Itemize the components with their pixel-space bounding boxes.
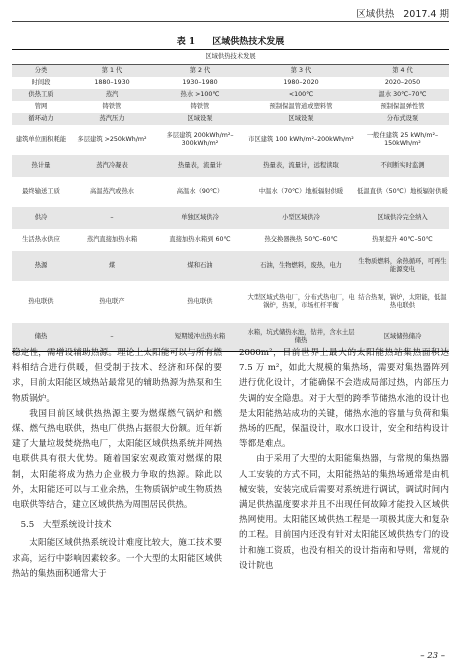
table-cell: 多层建筑 200kWh/m²–300kWh/m² <box>166 132 234 147</box>
table-cell: 建筑单位面积耗能 <box>15 136 67 144</box>
table-cell: 热电联供 <box>28 298 54 306</box>
table-cell: 区域设泵 <box>246 113 356 125</box>
table-cell: 2020–2050 <box>384 79 421 87</box>
table-cell: 中温水（70℃）地板辐射供暖 <box>258 188 344 196</box>
table-cell: 高温水（90℃） <box>176 188 224 196</box>
table-cell: 热计量 <box>12 155 70 177</box>
table-row <box>12 229 449 251</box>
table-cell: 供热工质 <box>12 89 70 101</box>
table-cell: 蒸汽压力 <box>70 113 154 125</box>
table-title <box>0 34 461 47</box>
left-column <box>12 346 222 582</box>
table-title-text: 区域供热技术发展 <box>212 37 285 47</box>
table-row <box>12 89 449 101</box>
table-cell: 分布式设泵 <box>356 113 449 125</box>
body-paragraph: 由于采用了大型的太阳能集热器，与常规的集热器人工安装的方式不同，太阳能热站的集热场通常是由机械安装，安装完成后需要对系统进行调试，调试时间内满足供热温度要求并且不出现任何故障才能投入区域供热网使用。太阳能区域供热工程是一项极其庞大和复杂的工程。目前国内还没有针对太阳能区域供热专门的设计和施工资质，也没有相关的设计指南和导则，常规的设计院也 <box>239 454 449 571</box>
table-caption: 区域供热技术发展 <box>12 50 449 65</box>
table-cell: 蒸汽直接加热水箱 <box>86 236 138 244</box>
table-cell: 石油，生物燃料，废热，电力 <box>246 251 356 281</box>
table-cell: 低温直供（50℃）地板辐射供暖 <box>357 188 448 196</box>
table-cell: 结合热泵，锅炉，太阳能，低温热电联供 <box>358 294 447 309</box>
table-row <box>12 101 449 113</box>
table-cell: 不间断实时监测 <box>356 155 449 177</box>
table-cell: 煤 <box>70 251 154 281</box>
table-cell: 生活热水供应 <box>22 236 60 244</box>
table-cell: – <box>70 207 154 229</box>
table-cell: 供冷 <box>12 207 70 229</box>
table-cell: 区域设泵 <box>154 113 246 125</box>
table-cell: 大型区域式热电厂，分布式热电厂，电锅炉，热泵，市场杠杆平衡 <box>247 294 355 309</box>
table-cell: 蒸汽 <box>70 89 154 101</box>
right-column <box>239 346 449 574</box>
table-cell: 时间段 <box>31 79 51 87</box>
table-row <box>12 113 449 125</box>
section-heading: 5.5 大型系统设计技术 <box>20 520 112 531</box>
table-cell: 蒸汽冷凝表 <box>70 155 154 177</box>
table-cell: 多层建筑 >250kWh/m² <box>77 136 147 144</box>
table-header-cell: 第 1 代 <box>70 65 154 78</box>
table-cell: 最终输送工质 <box>22 188 60 196</box>
table-cell: 预制保温弹性管 <box>380 103 425 111</box>
table-row <box>12 177 449 207</box>
body-paragraph: 2000m²，目前世界上最大的太阳能热站集热面积达 7.5 万 m²，如此大规模的集热场，需要对集热器阵列进行优化设计，才能确保不会造成局部过热，内部压力失调的安全隐患。对于大型的跨季节储热水池的设计也是太阳能热站成功的关键，储热水池的容量与负荷和集热场的匹配，保温设计，取水口设计，安全和结构设计等都是难点。 <box>239 348 449 450</box>
table-cell: 煤和石油 <box>154 251 246 281</box>
table-cell: 管网 <box>34 103 48 111</box>
body-paragraph: 太阳能区域供热系统设计难度比较大，施工技术要求高，运行中影响因素较多。一个大型的太阳能区域供热站的集热面积通常大于 <box>12 538 222 579</box>
table-caption-row <box>12 50 449 65</box>
table-cell: 温水 30℃–70℃ <box>356 89 449 101</box>
table-header-row <box>12 65 449 78</box>
table-cell: 直接加热水箱到 60℃ <box>169 236 231 244</box>
table-cell: 热电联供 <box>187 298 213 306</box>
table-cell: 循环动力 <box>12 113 70 125</box>
table-cell: 短期缓冲出热水箱 <box>154 323 246 352</box>
table-row <box>12 281 449 323</box>
body-paragraph: 我国目前区域供热热源主要为燃煤燃气锅炉和燃煤、燃气热电联供，热电厂供热占据很大份额。近年新建了大量垃圾焚烧热电厂，太阳能区域供热系统并网热电联供具有很大优势。随着国家宏观政策对燃煤的限制，太阳能将成为热力企业极力争取的热源。除此以外，太阳能还可以与工业余热，生物质锅炉或生物质热电联供等结合，建立区域供热为周围居民供热。 <box>12 408 222 511</box>
table-cell: 热交换器换热 50℃–60℃ <box>264 236 338 244</box>
table-row <box>12 125 449 155</box>
table-row <box>12 251 449 281</box>
table-header-cell: 分类 <box>12 65 70 78</box>
journal-name: 区域供热 <box>356 9 395 20</box>
table-cell: 热泵提升 40℃–50℃ <box>372 236 433 244</box>
technology-table <box>12 49 449 352</box>
table-cell: 铸铁管 <box>102 103 122 111</box>
journal-issue: 2017.4 期 <box>403 9 449 20</box>
table-row <box>12 77 449 89</box>
table-cell: 热量表，流量计，远程读取 <box>246 155 356 177</box>
table-cell: 高温蒸汽或热水 <box>89 188 135 196</box>
page-number: – 23 – <box>420 651 445 661</box>
table-cell: 1880–1930 <box>94 79 130 87</box>
table-cell: 生物质燃料，余热循环，可再生能源变电 <box>356 251 449 281</box>
table-row <box>12 207 449 229</box>
table-cell: 区域储热储冷 <box>356 323 449 352</box>
table-cell: 热水 >100℃ <box>154 89 246 101</box>
table-cell: 市区建筑 100 kWh/m²–200kWh/m² <box>248 136 354 144</box>
table-cell: 1980–2020 <box>283 79 319 87</box>
table-cell: 热量表，流量计 <box>154 155 246 177</box>
table-row <box>12 155 449 177</box>
body-paragraph: 稳定性，需增设辅助热源。理论上太阳能可以与所有燃料相结合进行供暖，但受制于技术、经济和环保的要求，目前太阳能区域热站最常见的辅助热源为热泵和生物质锅炉。 <box>12 348 222 404</box>
table-cell: 单独区域供冷 <box>154 207 246 229</box>
table-header-cell: 第 2 代 <box>154 65 246 78</box>
table-cell: 1930–1980 <box>182 79 218 87</box>
table-cell: 热电联产 <box>99 298 125 306</box>
table-cell: <100℃ <box>246 89 356 101</box>
header-rule <box>12 21 449 22</box>
table-cell: 水箱，坑式储热水池，钻井，含水土层储热 <box>246 323 356 352</box>
table-header-cell: 第 4 代 <box>356 65 449 78</box>
table-cell: 储热 <box>12 323 70 352</box>
table-number: 表 1 <box>176 37 196 47</box>
table-cell: 铸铁管 <box>190 103 210 111</box>
running-header <box>350 6 449 20</box>
table-cell: 区域供冷完全纳入 <box>356 207 449 229</box>
table-cell: 小型区域供冷 <box>246 207 356 229</box>
table-cell: – <box>70 323 154 352</box>
table-cell: 预制保温管道或塑料管 <box>269 103 333 111</box>
table-cell: 一般住建筑 25 kWh/m²–150kWh/m² <box>366 132 439 147</box>
table-header-cell: 第 3 代 <box>246 65 356 78</box>
table-cell: 热源 <box>12 251 70 281</box>
